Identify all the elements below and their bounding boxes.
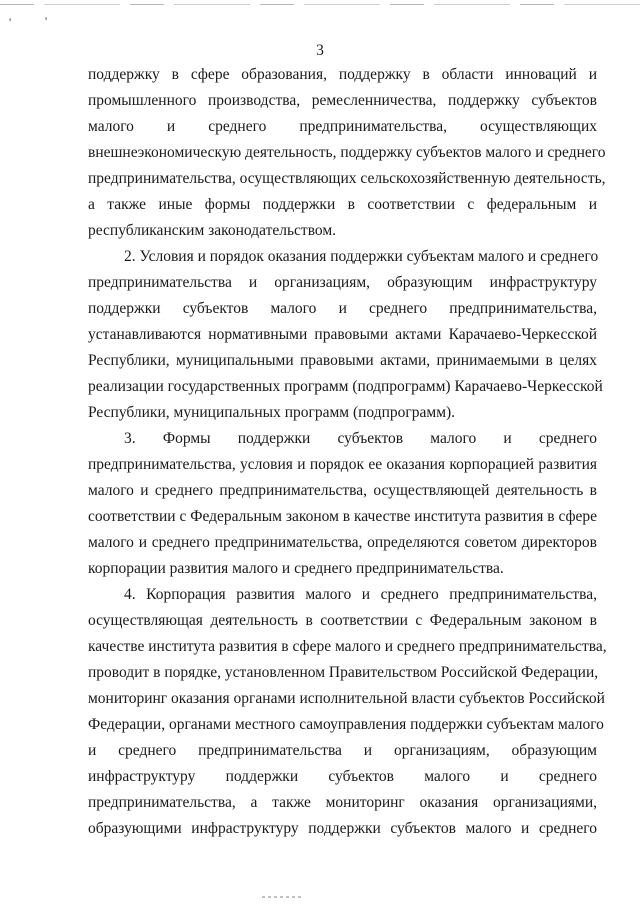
text-line: Республики, муниципальных программ (подпрограмм). [88, 404, 456, 421]
text-line: малого и среднего предпринимательства, определяются советом директоров [88, 534, 597, 551]
scan-edge-bottom [262, 896, 302, 898]
text-line: реализации государственных программ (подпрограмм) Карачаево-Черкесской [88, 378, 603, 395]
text-line: поддержку в сфере образования, поддержку в области инноваций и [88, 66, 597, 83]
page-number: 3 [316, 42, 324, 59]
paragraph-item-3 [88, 426, 597, 582]
text-line: 3. Формы поддержки субъектов малого и среднего [124, 430, 597, 447]
text-line: малого и среднего предпринимательства, осуществляющей деятельность в [88, 482, 597, 499]
text-line: республиканским законодательством. [88, 222, 337, 239]
text-line: предпринимательства, а также мониторинг оказания организациями, [88, 794, 597, 811]
text-line: 4. Корпорация развития малого и среднего предпринимательства, [124, 586, 597, 603]
text-line: устанавливаются нормативными правовыми актами Карачаево-Черкесской [88, 326, 597, 343]
text-line: Республики, муниципальными правовыми актами, принимаемыми в целях [88, 352, 597, 369]
text-line: малого и среднего предпринимательства, осуществляющих [88, 118, 597, 135]
scan-mark: ' [45, 14, 48, 28]
text-line: внешнеэкономическую деятельность, поддержку субъектов малого и среднего [88, 144, 606, 161]
text-line: поддержки субъектов малого и среднего предпринимательства, [88, 300, 597, 317]
text-line: корпорации развития малого и среднего предпринимательства. [88, 560, 504, 577]
paragraph-continuation [88, 62, 606, 244]
paragraph-item-2 [88, 244, 603, 426]
document-body [88, 62, 607, 842]
text-line: соответствии с Федеральным законом в качестве института развития в сфере [88, 508, 598, 525]
text-line: качестве института развития в сфере малого и среднего предпринимательства, [88, 638, 607, 655]
paragraph-item-4 [88, 582, 607, 842]
text-line: предпринимательства, осуществляющих сельскохозяйственную деятельность, [88, 170, 606, 187]
text-line: 2. Условия и порядок оказания поддержки субъектам малого и среднего [124, 248, 599, 265]
text-line: и среднего предпринимательства и организациям, образующим [88, 742, 597, 759]
scan-edge-top [0, 4, 640, 5]
text-line: проводит в порядке, установленном Правительством Российской Федерации, [88, 664, 599, 681]
text-line: а также иные формы поддержки в соответствии с федеральным и [88, 196, 597, 213]
text-line: инфраструктуру поддержки субъектов малого и среднего [88, 768, 597, 785]
text-line: образующими инфраструктуру поддержки субъектов малого и среднего [88, 820, 597, 837]
scan-mark: ' [9, 15, 12, 29]
text-line: Федерации, органами местного самоуправления поддержки субъектам малого [88, 716, 604, 733]
text-line: осуществляющая деятельность в соответствии с Федеральным законом в [88, 612, 597, 629]
text-line: предпринимательства и организациям, образующим инфраструктуру [88, 274, 597, 291]
text-line: мониторинг оказания органами исполнительной власти субъектов Российской [88, 690, 605, 707]
text-line: предпринимательства, условия и порядок ее оказания корпорацией развития [88, 456, 597, 473]
text-line: промышленного производства, ремесленничества, поддержку субъектов [88, 92, 597, 109]
